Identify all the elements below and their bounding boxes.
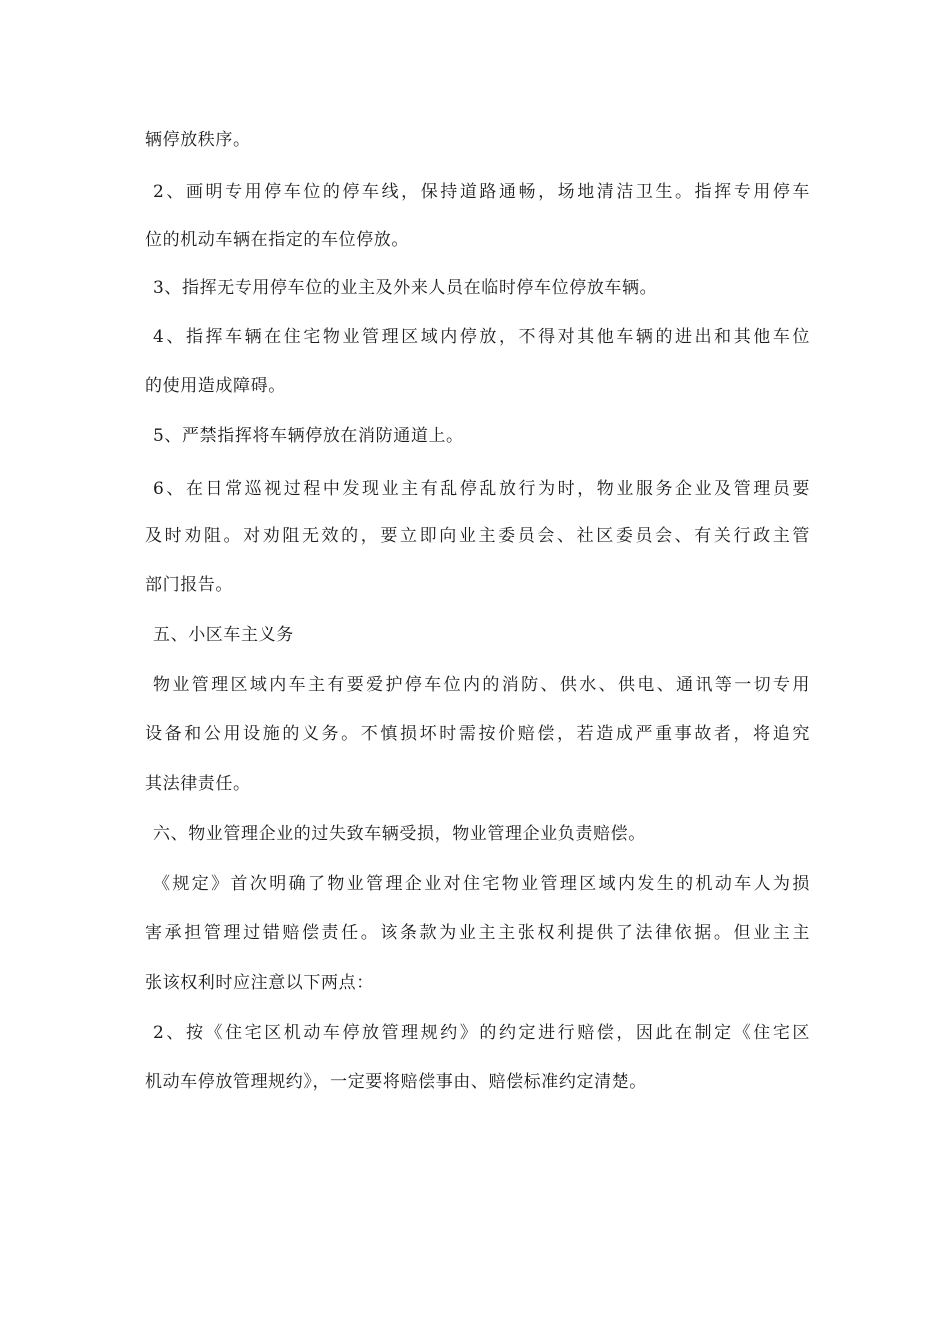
text-line: 5、严禁指挥将车辆停放在消防通道上。 — [153, 426, 464, 446]
text-line: 2、画明专用停车位的停车线，保持道路通畅，场地清洁卫生。指挥专用停车 — [153, 182, 810, 202]
text-line: 《规定》首次明确了物业管理企业对住宅物业管理区域内发生的机动车人为损 — [153, 874, 810, 894]
text-line: 部门报告。 — [145, 575, 233, 595]
text-line: 张该权利时应注意以下两点： — [145, 973, 374, 993]
text-line: 3、指挥无专用停车位的业主及外来人员在临时停车位停放车辆。 — [153, 278, 658, 298]
text-line: 2、按《住宅区机动车停放管理规约》的约定进行赔偿，因此在制定《住宅区 — [153, 1023, 810, 1043]
text-line: 辆停放秩序。 — [145, 130, 251, 150]
text-line: 设备和公用设施的义务。不慎损坏时需按价赔偿，若造成严重事故者，将追究 — [145, 724, 810, 744]
text-line: 位的机动车辆在指定的车位停放。 — [145, 230, 409, 250]
text-line: 害承担管理过错赔偿责任。该条款为业主主张权利提供了法律依据。但业主主 — [145, 923, 810, 943]
text-line: 机动车停放管理规约》，一定要将赔偿事由、赔偿标准约定清楚。 — [145, 1072, 647, 1092]
text-line: 的使用造成障碍。 — [145, 376, 286, 396]
text-line: 其法律责任。 — [145, 774, 251, 794]
section-heading: 六、物业管理企业的过失致车辆受损，物业管理企业负责赔偿。 — [153, 824, 646, 844]
text-line: 及时劝阻。对劝阻无效的，要立即向业主委员会、社区委员会、有关行政主管 — [145, 526, 810, 546]
text-line: 4、指挥车辆在住宅物业管理区域内停放，不得对其他车辆的进出和其他车位 — [153, 327, 810, 347]
text-line: 6、在日常巡视过程中发现业主有乱停乱放行为时，物业服务企业及管理员要 — [153, 479, 810, 499]
section-heading: 五、小区车主义务 — [153, 625, 294, 645]
text-line: 物业管理区域内车主有要爱护停车位内的消防、供水、供电、通讯等一切专用 — [153, 675, 810, 695]
